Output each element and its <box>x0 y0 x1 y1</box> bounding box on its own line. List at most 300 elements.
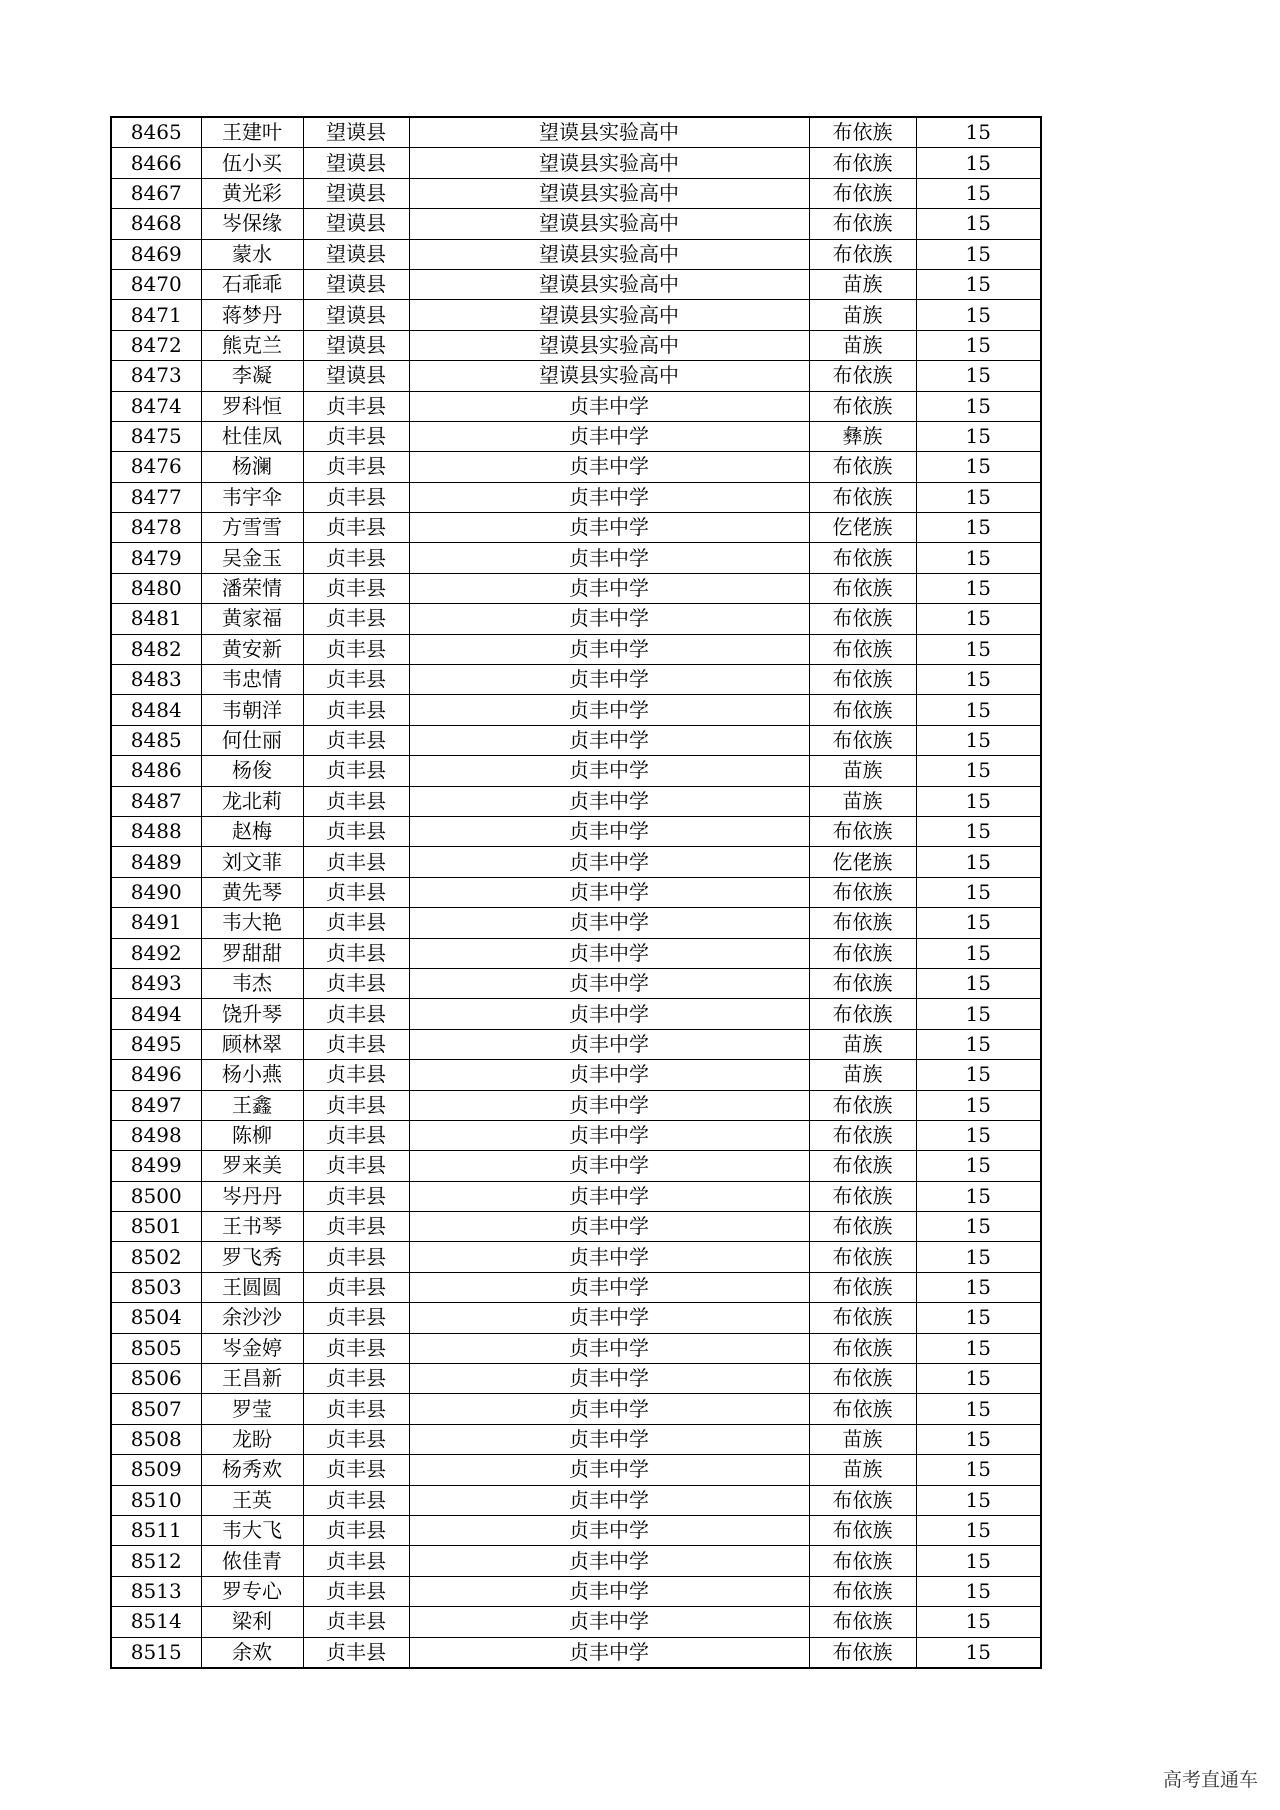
ethnicity-cell: 布依族 <box>809 361 916 391</box>
name-cell: 蒋梦丹 <box>201 300 303 330</box>
table-row <box>111 1090 1041 1120</box>
table-row <box>111 1515 1041 1545</box>
score-cell: 15 <box>916 908 1041 938</box>
table-row <box>111 1637 1041 1668</box>
name-cell: 杜佳凤 <box>201 421 303 451</box>
county-cell: 贞丰县 <box>303 1029 409 1059</box>
name-cell: 罗飞秀 <box>201 1242 303 1272</box>
name-cell: 黄安新 <box>201 634 303 664</box>
table-row <box>111 725 1041 755</box>
county-cell: 贞丰县 <box>303 634 409 664</box>
table-row <box>111 665 1041 695</box>
score-cell: 15 <box>916 1212 1041 1242</box>
county-cell: 贞丰县 <box>303 1424 409 1454</box>
score-cell: 15 <box>916 1607 1041 1637</box>
ethnicity-cell: 布依族 <box>809 938 916 968</box>
ethnicity-cell: 布依族 <box>809 1394 916 1424</box>
table-row <box>111 968 1041 998</box>
table-row <box>111 695 1041 725</box>
table-row <box>111 117 1041 148</box>
ethnicity-cell: 布依族 <box>809 1637 916 1668</box>
score-cell: 15 <box>916 604 1041 634</box>
county-cell: 望谟县 <box>303 239 409 269</box>
row-number-cell: 8504 <box>111 1303 201 1333</box>
row-number-cell: 8481 <box>111 604 201 634</box>
name-cell: 顾林翠 <box>201 1029 303 1059</box>
ethnicity-cell: 布依族 <box>809 482 916 512</box>
row-number-cell: 8496 <box>111 1060 201 1090</box>
county-cell: 贞丰县 <box>303 1060 409 1090</box>
name-cell: 石乖乖 <box>201 269 303 299</box>
table-row <box>111 421 1041 451</box>
table-row <box>111 1272 1041 1302</box>
name-cell: 韦宇伞 <box>201 482 303 512</box>
table-row <box>111 908 1041 938</box>
school-cell: 贞丰中学 <box>409 938 809 968</box>
school-cell: 望谟县实验高中 <box>409 330 809 360</box>
table-row <box>111 178 1041 208</box>
row-number-cell: 8511 <box>111 1515 201 1545</box>
table-row <box>111 999 1041 1029</box>
county-cell: 贞丰县 <box>303 938 409 968</box>
ethnicity-cell: 布依族 <box>809 391 916 421</box>
county-cell: 贞丰县 <box>303 1394 409 1424</box>
county-cell: 望谟县 <box>303 361 409 391</box>
school-cell: 贞丰中学 <box>409 665 809 695</box>
county-cell: 望谟县 <box>303 178 409 208</box>
ethnicity-cell: 布依族 <box>809 117 916 148</box>
school-cell: 望谟县实验高中 <box>409 361 809 391</box>
name-cell: 陈柳 <box>201 1120 303 1150</box>
row-number-cell: 8495 <box>111 1029 201 1059</box>
ethnicity-cell: 布依族 <box>809 1333 916 1363</box>
score-cell: 15 <box>916 1060 1041 1090</box>
name-cell: 韦杰 <box>201 968 303 998</box>
score-cell: 15 <box>916 330 1041 360</box>
ethnicity-cell: 布依族 <box>809 604 916 634</box>
county-cell: 贞丰县 <box>303 1120 409 1150</box>
name-cell: 梁利 <box>201 1607 303 1637</box>
school-cell: 贞丰中学 <box>409 421 809 451</box>
table-row <box>111 1455 1041 1485</box>
score-cell: 15 <box>916 1455 1041 1485</box>
county-cell: 贞丰县 <box>303 999 409 1029</box>
score-cell: 15 <box>916 573 1041 603</box>
county-cell: 贞丰县 <box>303 1607 409 1637</box>
score-cell: 15 <box>916 148 1041 178</box>
name-cell: 伍小买 <box>201 148 303 178</box>
ethnicity-cell: 布依族 <box>809 877 916 907</box>
table-row <box>111 1120 1041 1150</box>
school-cell: 贞丰中学 <box>409 1151 809 1181</box>
student-table-body <box>111 117 1041 1668</box>
county-cell: 贞丰县 <box>303 482 409 512</box>
score-cell: 15 <box>916 300 1041 330</box>
table-row <box>111 1546 1041 1576</box>
school-cell: 贞丰中学 <box>409 1546 809 1576</box>
school-cell: 贞丰中学 <box>409 1515 809 1545</box>
county-cell: 贞丰县 <box>303 1455 409 1485</box>
name-cell: 韦大艳 <box>201 908 303 938</box>
county-cell: 贞丰县 <box>303 756 409 786</box>
row-number-cell: 8506 <box>111 1364 201 1394</box>
county-cell: 贞丰县 <box>303 847 409 877</box>
name-cell: 潘荣情 <box>201 573 303 603</box>
name-cell: 王圆圆 <box>201 1272 303 1302</box>
county-cell: 贞丰县 <box>303 1515 409 1545</box>
ethnicity-cell: 苗族 <box>809 330 916 360</box>
row-number-cell: 8515 <box>111 1637 201 1668</box>
school-cell: 贞丰中学 <box>409 968 809 998</box>
county-cell: 望谟县 <box>303 148 409 178</box>
table-row <box>111 1212 1041 1242</box>
county-cell: 贞丰县 <box>303 1303 409 1333</box>
table-row <box>111 391 1041 421</box>
ethnicity-cell: 苗族 <box>809 756 916 786</box>
school-cell: 贞丰中学 <box>409 1455 809 1485</box>
school-cell: 贞丰中学 <box>409 604 809 634</box>
name-cell: 黄先琴 <box>201 877 303 907</box>
county-cell: 贞丰县 <box>303 604 409 634</box>
table-row <box>111 877 1041 907</box>
county-cell: 贞丰县 <box>303 543 409 573</box>
ethnicity-cell: 布依族 <box>809 239 916 269</box>
score-cell: 15 <box>916 1333 1041 1363</box>
score-cell: 15 <box>916 1364 1041 1394</box>
table-row <box>111 1181 1041 1211</box>
table-row <box>111 1151 1041 1181</box>
table-row <box>111 269 1041 299</box>
school-cell: 贞丰中学 <box>409 513 809 543</box>
ethnicity-cell: 布依族 <box>809 634 916 664</box>
school-cell: 望谟县实验高中 <box>409 269 809 299</box>
row-number-cell: 8501 <box>111 1212 201 1242</box>
score-cell: 15 <box>916 756 1041 786</box>
name-cell: 岑金婷 <box>201 1333 303 1363</box>
row-number-cell: 8476 <box>111 452 201 482</box>
name-cell: 岑保缘 <box>201 209 303 239</box>
row-number-cell: 8503 <box>111 1272 201 1302</box>
row-number-cell: 8486 <box>111 756 201 786</box>
county-cell: 贞丰县 <box>303 1364 409 1394</box>
county-cell: 贞丰县 <box>303 725 409 755</box>
row-number-cell: 8488 <box>111 816 201 846</box>
table-row <box>111 604 1041 634</box>
table-row <box>111 938 1041 968</box>
ethnicity-cell: 布依族 <box>809 968 916 998</box>
county-cell: 望谟县 <box>303 209 409 239</box>
county-cell: 望谟县 <box>303 269 409 299</box>
table-row <box>111 452 1041 482</box>
row-number-cell: 8490 <box>111 877 201 907</box>
table-row <box>111 1303 1041 1333</box>
table-row <box>111 1576 1041 1606</box>
row-number-cell: 8468 <box>111 209 201 239</box>
name-cell: 刘文菲 <box>201 847 303 877</box>
name-cell: 余欢 <box>201 1637 303 1668</box>
county-cell: 望谟县 <box>303 330 409 360</box>
name-cell: 王英 <box>201 1485 303 1515</box>
county-cell: 贞丰县 <box>303 452 409 482</box>
name-cell: 杨澜 <box>201 452 303 482</box>
row-number-cell: 8469 <box>111 239 201 269</box>
row-number-cell: 8479 <box>111 543 201 573</box>
ethnicity-cell: 苗族 <box>809 300 916 330</box>
row-number-cell: 8512 <box>111 1546 201 1576</box>
score-cell: 15 <box>916 634 1041 664</box>
ethnicity-cell: 布依族 <box>809 1546 916 1576</box>
table-row <box>111 239 1041 269</box>
table-row <box>111 361 1041 391</box>
table-row <box>111 847 1041 877</box>
name-cell: 方雪雪 <box>201 513 303 543</box>
score-cell: 15 <box>916 117 1041 148</box>
school-cell: 贞丰中学 <box>409 725 809 755</box>
school-cell: 贞丰中学 <box>409 1242 809 1272</box>
score-cell: 15 <box>916 1029 1041 1059</box>
row-number-cell: 8514 <box>111 1607 201 1637</box>
table-row <box>111 1394 1041 1424</box>
ethnicity-cell: 仡佬族 <box>809 513 916 543</box>
county-cell: 贞丰县 <box>303 908 409 938</box>
school-cell: 贞丰中学 <box>409 1424 809 1454</box>
score-cell: 15 <box>916 239 1041 269</box>
ethnicity-cell: 布依族 <box>809 1151 916 1181</box>
row-number-cell: 8466 <box>111 148 201 178</box>
school-cell: 贞丰中学 <box>409 634 809 664</box>
name-cell: 李凝 <box>201 361 303 391</box>
row-number-cell: 8493 <box>111 968 201 998</box>
school-cell: 贞丰中学 <box>409 1607 809 1637</box>
school-cell: 贞丰中学 <box>409 877 809 907</box>
ethnicity-cell: 仡佬族 <box>809 847 916 877</box>
row-number-cell: 8494 <box>111 999 201 1029</box>
score-cell: 15 <box>916 847 1041 877</box>
ethnicity-cell: 布依族 <box>809 1576 916 1606</box>
name-cell: 龙盼 <box>201 1424 303 1454</box>
row-number-cell: 8473 <box>111 361 201 391</box>
school-cell: 贞丰中学 <box>409 391 809 421</box>
school-cell: 贞丰中学 <box>409 847 809 877</box>
school-cell: 贞丰中学 <box>409 756 809 786</box>
name-cell: 余沙沙 <box>201 1303 303 1333</box>
school-cell: 贞丰中学 <box>409 1181 809 1211</box>
score-cell: 15 <box>916 695 1041 725</box>
student-table <box>110 116 1042 1669</box>
score-cell: 15 <box>916 1120 1041 1150</box>
row-number-cell: 8510 <box>111 1485 201 1515</box>
name-cell: 韦忠情 <box>201 665 303 695</box>
table-row <box>111 1607 1041 1637</box>
score-cell: 15 <box>916 361 1041 391</box>
row-number-cell: 8489 <box>111 847 201 877</box>
ethnicity-cell: 苗族 <box>809 1424 916 1454</box>
row-number-cell: 8480 <box>111 573 201 603</box>
row-number-cell: 8498 <box>111 1120 201 1150</box>
row-number-cell: 8509 <box>111 1455 201 1485</box>
name-cell: 岑丹丹 <box>201 1181 303 1211</box>
school-cell: 贞丰中学 <box>409 1029 809 1059</box>
county-cell: 贞丰县 <box>303 1242 409 1272</box>
row-number-cell: 8477 <box>111 482 201 512</box>
score-cell: 15 <box>916 1546 1041 1576</box>
score-cell: 15 <box>916 1303 1041 1333</box>
county-cell: 望谟县 <box>303 300 409 330</box>
score-cell: 15 <box>916 391 1041 421</box>
name-cell: 韦大飞 <box>201 1515 303 1545</box>
table-row <box>111 209 1041 239</box>
score-cell: 15 <box>916 877 1041 907</box>
row-number-cell: 8487 <box>111 786 201 816</box>
name-cell: 龙北莉 <box>201 786 303 816</box>
name-cell: 蒙水 <box>201 239 303 269</box>
school-cell: 贞丰中学 <box>409 1303 809 1333</box>
school-cell: 贞丰中学 <box>409 1485 809 1515</box>
school-cell: 贞丰中学 <box>409 1394 809 1424</box>
name-cell: 韦朝洋 <box>201 695 303 725</box>
score-cell: 15 <box>916 999 1041 1029</box>
name-cell: 饶升琴 <box>201 999 303 1029</box>
row-number-cell: 8470 <box>111 269 201 299</box>
table-row <box>111 1060 1041 1090</box>
row-number-cell: 8513 <box>111 1576 201 1606</box>
school-cell: 贞丰中学 <box>409 1212 809 1242</box>
county-cell: 贞丰县 <box>303 573 409 603</box>
score-cell: 15 <box>916 421 1041 451</box>
name-cell: 何仕丽 <box>201 725 303 755</box>
table-row <box>111 482 1041 512</box>
row-number-cell: 8471 <box>111 300 201 330</box>
ethnicity-cell: 苗族 <box>809 786 916 816</box>
school-cell: 望谟县实验高中 <box>409 117 809 148</box>
county-cell: 贞丰县 <box>303 665 409 695</box>
score-cell: 15 <box>916 1485 1041 1515</box>
county-cell: 贞丰县 <box>303 1333 409 1363</box>
school-cell: 贞丰中学 <box>409 695 809 725</box>
school-cell: 贞丰中学 <box>409 1060 809 1090</box>
row-number-cell: 8465 <box>111 117 201 148</box>
ethnicity-cell: 布依族 <box>809 1090 916 1120</box>
score-cell: 15 <box>916 543 1041 573</box>
county-cell: 贞丰县 <box>303 391 409 421</box>
score-cell: 15 <box>916 178 1041 208</box>
table-row <box>111 543 1041 573</box>
county-cell: 贞丰县 <box>303 695 409 725</box>
ethnicity-cell: 布依族 <box>809 148 916 178</box>
row-number-cell: 8492 <box>111 938 201 968</box>
row-number-cell: 8485 <box>111 725 201 755</box>
school-cell: 贞丰中学 <box>409 1637 809 1668</box>
county-cell: 贞丰县 <box>303 786 409 816</box>
table-row <box>111 513 1041 543</box>
county-cell: 贞丰县 <box>303 1151 409 1181</box>
name-cell: 王昌新 <box>201 1364 303 1394</box>
school-cell: 贞丰中学 <box>409 573 809 603</box>
ethnicity-cell: 布依族 <box>809 1364 916 1394</box>
ethnicity-cell: 布依族 <box>809 452 916 482</box>
school-cell: 贞丰中学 <box>409 1364 809 1394</box>
table-row <box>111 1333 1041 1363</box>
table-row <box>111 148 1041 178</box>
ethnicity-cell: 布依族 <box>809 1485 916 1515</box>
school-cell: 贞丰中学 <box>409 1576 809 1606</box>
ethnicity-cell: 布依族 <box>809 1120 916 1150</box>
row-number-cell: 8467 <box>111 178 201 208</box>
table-row <box>111 330 1041 360</box>
ethnicity-cell: 布依族 <box>809 1181 916 1211</box>
school-cell: 望谟县实验高中 <box>409 300 809 330</box>
score-cell: 15 <box>916 1151 1041 1181</box>
name-cell: 杨俊 <box>201 756 303 786</box>
table-row <box>111 756 1041 786</box>
row-number-cell: 8507 <box>111 1394 201 1424</box>
ethnicity-cell: 布依族 <box>809 543 916 573</box>
table-row <box>111 1424 1041 1454</box>
name-cell: 黄光彩 <box>201 178 303 208</box>
ethnicity-cell: 布依族 <box>809 908 916 938</box>
county-cell: 贞丰县 <box>303 1576 409 1606</box>
score-cell: 15 <box>916 1181 1041 1211</box>
school-cell: 贞丰中学 <box>409 816 809 846</box>
table-row <box>111 1364 1041 1394</box>
name-cell: 赵梅 <box>201 816 303 846</box>
score-cell: 15 <box>916 665 1041 695</box>
ethnicity-cell: 布依族 <box>809 1303 916 1333</box>
school-cell: 贞丰中学 <box>409 999 809 1029</box>
score-cell: 15 <box>916 1515 1041 1545</box>
score-cell: 15 <box>916 968 1041 998</box>
row-number-cell: 8502 <box>111 1242 201 1272</box>
row-number-cell: 8508 <box>111 1424 201 1454</box>
name-cell: 熊克兰 <box>201 330 303 360</box>
county-cell: 贞丰县 <box>303 1272 409 1302</box>
score-cell: 15 <box>916 269 1041 299</box>
row-number-cell: 8483 <box>111 665 201 695</box>
name-cell: 黄家福 <box>201 604 303 634</box>
ethnicity-cell: 布依族 <box>809 1607 916 1637</box>
row-number-cell: 8491 <box>111 908 201 938</box>
county-cell: 贞丰县 <box>303 1637 409 1668</box>
ethnicity-cell: 布依族 <box>809 573 916 603</box>
county-cell: 贞丰县 <box>303 1181 409 1211</box>
score-cell: 15 <box>916 1576 1041 1606</box>
school-cell: 贞丰中学 <box>409 1120 809 1150</box>
row-number-cell: 8484 <box>111 695 201 725</box>
row-number-cell: 8478 <box>111 513 201 543</box>
ethnicity-cell: 苗族 <box>809 1455 916 1485</box>
score-cell: 15 <box>916 1394 1041 1424</box>
school-cell: 贞丰中学 <box>409 452 809 482</box>
ethnicity-cell: 苗族 <box>809 1029 916 1059</box>
county-cell: 贞丰县 <box>303 1090 409 1120</box>
row-number-cell: 8475 <box>111 421 201 451</box>
score-cell: 15 <box>916 1272 1041 1302</box>
name-cell: 罗甜甜 <box>201 938 303 968</box>
score-cell: 15 <box>916 452 1041 482</box>
score-cell: 15 <box>916 938 1041 968</box>
name-cell: 罗专心 <box>201 1576 303 1606</box>
school-cell: 贞丰中学 <box>409 908 809 938</box>
school-cell: 贞丰中学 <box>409 1090 809 1120</box>
county-cell: 贞丰县 <box>303 1546 409 1576</box>
table-row <box>111 786 1041 816</box>
name-cell: 杨秀欢 <box>201 1455 303 1485</box>
table-row <box>111 634 1041 664</box>
score-cell: 15 <box>916 1637 1041 1668</box>
ethnicity-cell: 布依族 <box>809 1272 916 1302</box>
score-cell: 15 <box>916 786 1041 816</box>
name-cell: 罗来美 <box>201 1151 303 1181</box>
